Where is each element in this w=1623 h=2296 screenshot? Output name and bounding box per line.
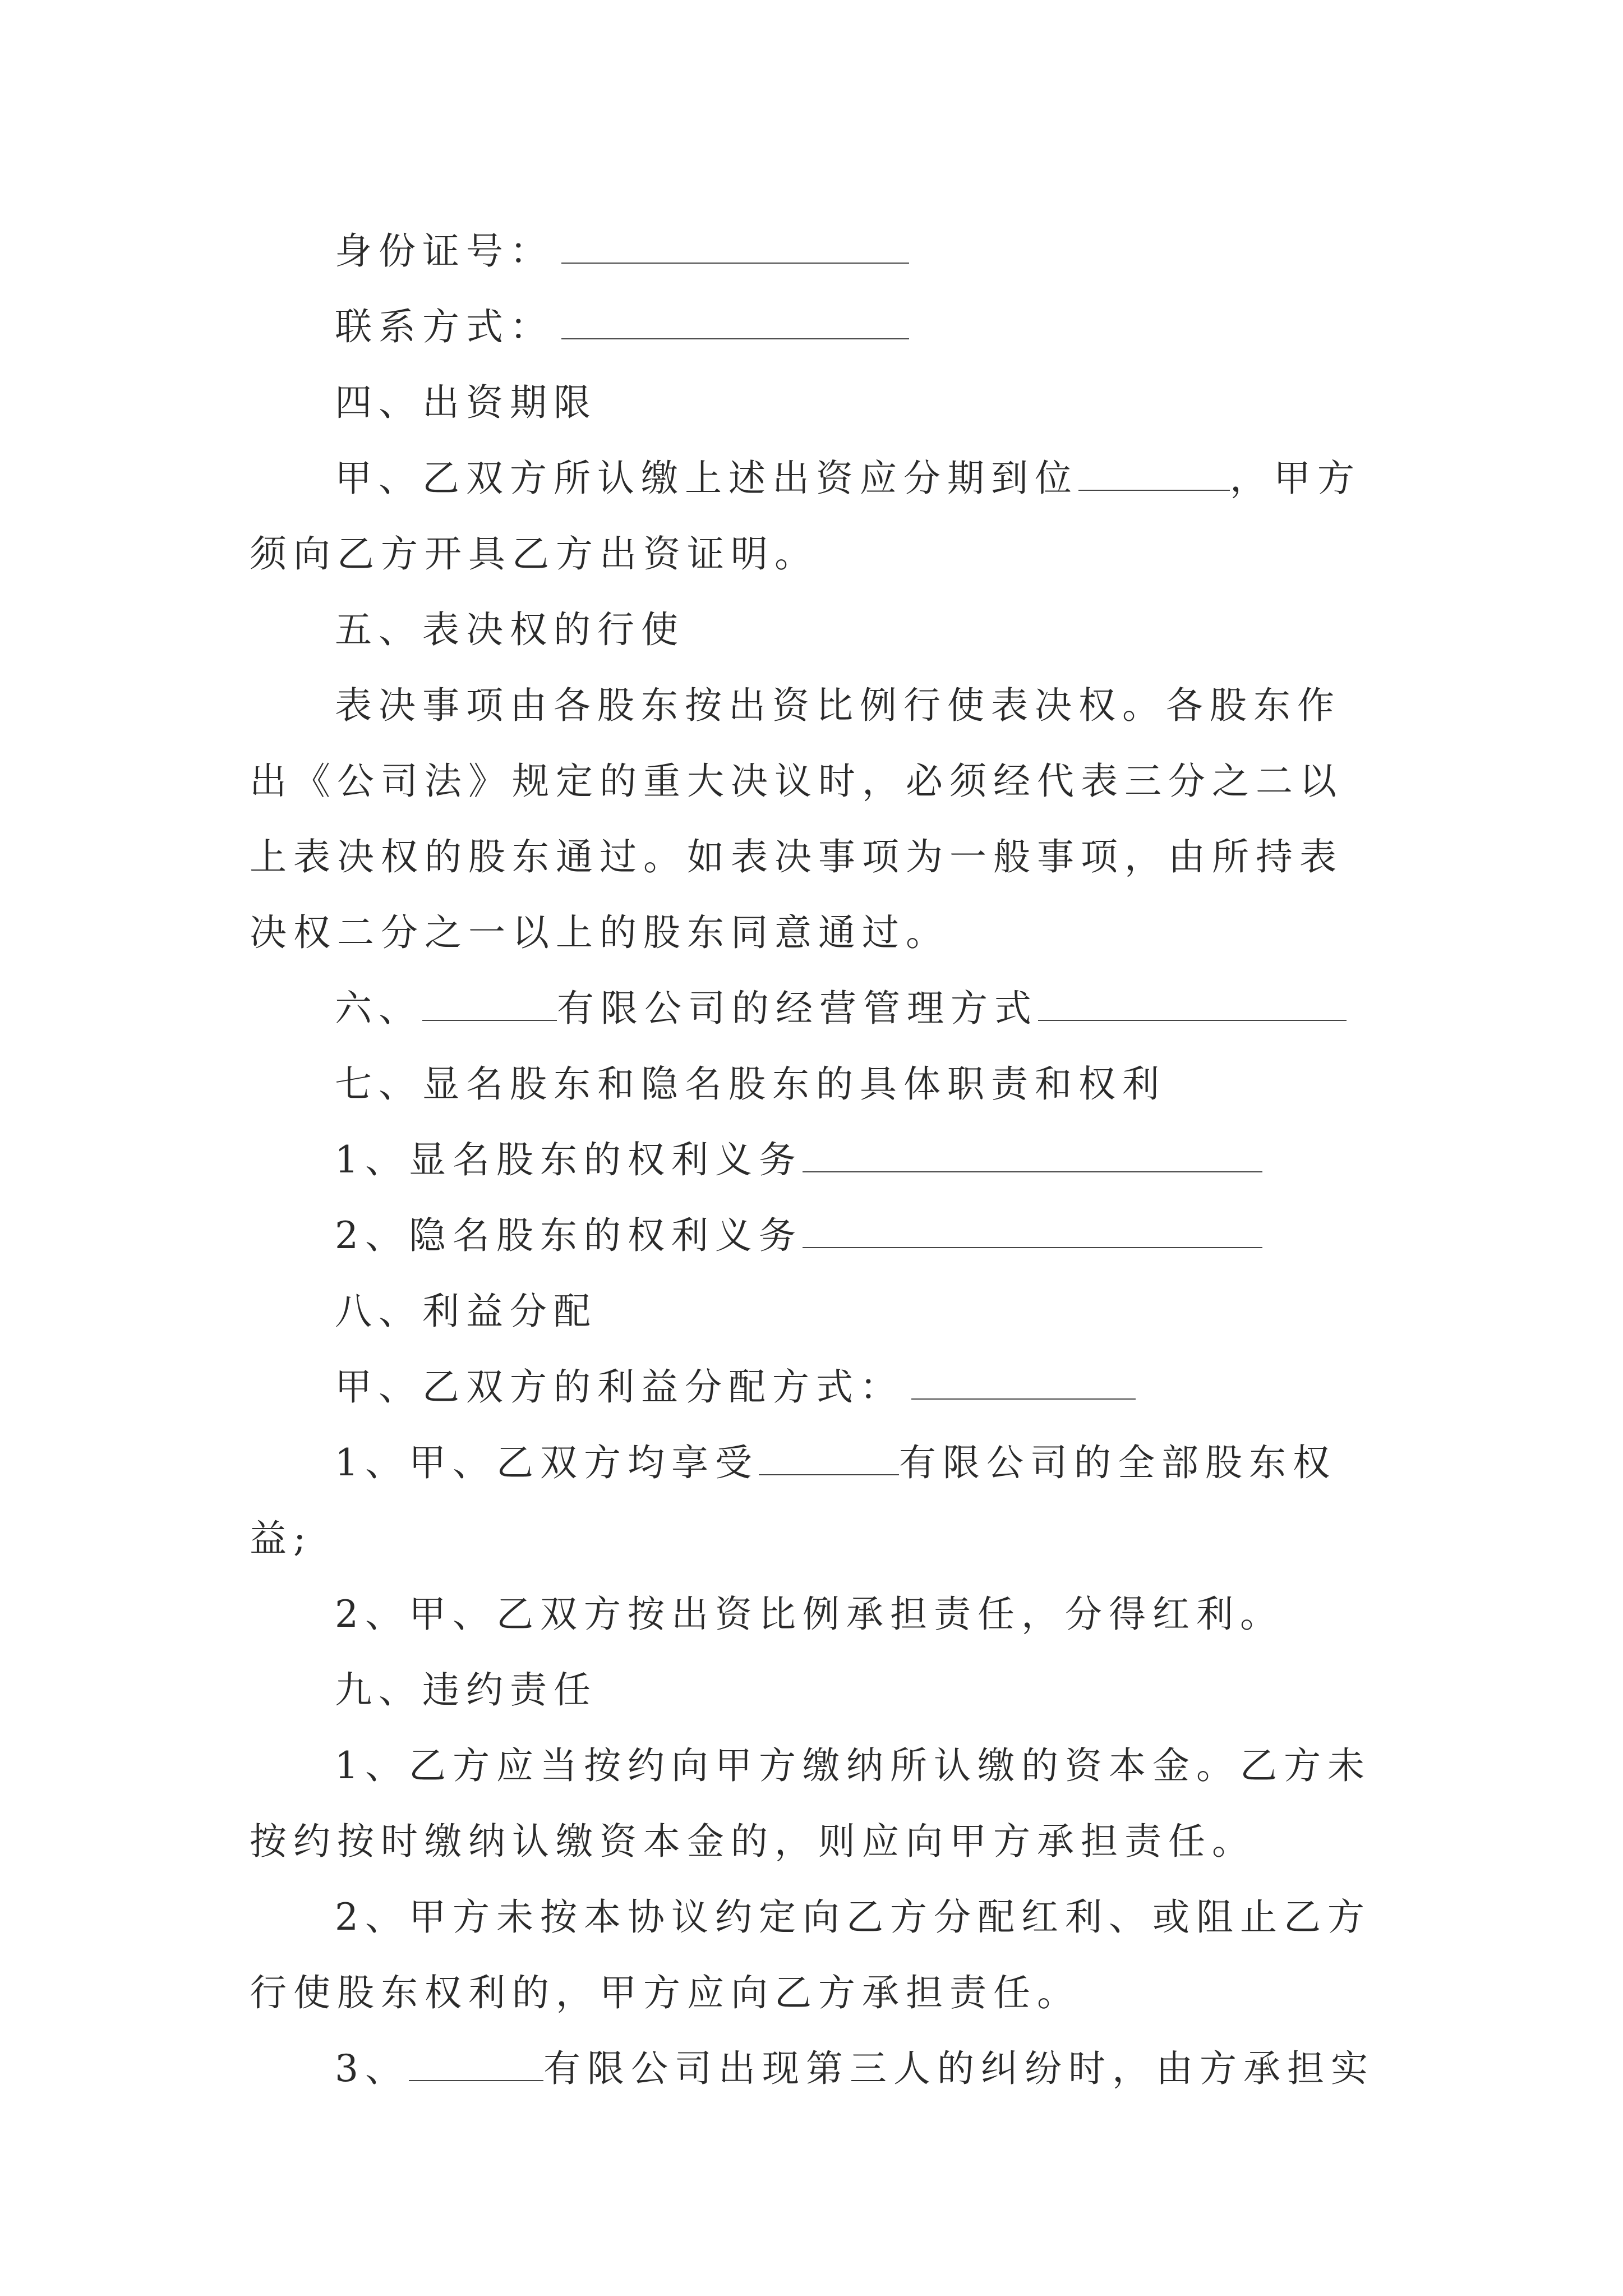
document-body <box>250 213 1382 2106</box>
section-8-body-label: 甲、乙双方的利益分配方式： <box>335 1365 903 1409</box>
section-7-item-2-label: 2、隐名股东的权利义务 <box>335 1214 803 1257</box>
section-6-method-blank <box>1038 991 1347 1021</box>
section-5-title: 五、表决权的行使 <box>335 608 685 651</box>
contact-line <box>250 289 1382 365</box>
section-9-title: 九、违约责任 <box>335 1668 597 1711</box>
section-7-item-2-blank <box>803 1218 1262 1248</box>
section-9-item-3-blank <box>409 2051 543 2081</box>
section-6-part-a: 六、 <box>335 987 422 1030</box>
section-8-item-1-part-b: 有限公司的全部股东权益; <box>250 1441 1336 1560</box>
id-number-line <box>250 213 1382 289</box>
section-8-blank <box>911 1369 1136 1400</box>
section-8-item-1-blank <box>759 1445 899 1475</box>
section-9-item-3 <box>250 2031 1382 2106</box>
section-7-item-1 <box>250 1122 1382 1198</box>
section-6-line <box>250 970 1382 1046</box>
section-7-item-1-blank <box>803 1142 1262 1172</box>
section-6-part-b: 有限公司的经营管理方式 <box>557 987 1038 1030</box>
section-8-item-1-part-a: 1、甲、乙双方均享受 <box>335 1441 759 1484</box>
section-8-item-1 <box>250 1425 1382 1576</box>
section-9-item-1: 1、乙方应当按约向甲方缴纳所认缴的资本金。乙方未按约按时缴纳认缴资本金的，则应向甲方承担责任。 <box>250 1744 1371 1863</box>
section-4-body-part-b: ，甲方须向乙方开具乙方出资证明。 <box>250 457 1361 576</box>
section-9-item-3-part-b: 有限公司出现第三人的纠纷时，由方承担实 <box>543 2047 1375 2090</box>
contact-label: 联系方式： <box>335 305 554 348</box>
section-4-body <box>250 440 1382 592</box>
section-8-item-2: 2、甲、乙双方按出资比例承担责任，分得红利。 <box>335 1593 1284 1636</box>
section-4-blank <box>1078 461 1230 491</box>
section-6-company-blank <box>422 991 557 1021</box>
section-9-item-2: 2、甲方未按本协议约定向乙方分配红利、或阻止乙方行使股东权利的，甲方应向乙方承担责任。 <box>250 1895 1371 2014</box>
id-number-blank <box>561 233 909 264</box>
section-8-title: 八、利益分配 <box>335 1290 597 1333</box>
section-7-title: 七、显名股东和隐名股东的具体职责和权利 <box>335 1062 1166 1106</box>
section-7-item-1-label: 1、显名股东的权利义务 <box>335 1138 803 1181</box>
contact-blank <box>561 309 909 339</box>
section-9-item-3-part-a: 3、 <box>335 2047 409 2090</box>
id-number-label: 身份证号： <box>335 229 554 273</box>
section-4-title: 四、出资期限 <box>335 381 597 424</box>
section-5-body: 表决事项由各股东按出资比例行使表决权。各股东作出《公司法》规定的重大决议时，必须经代表三分之二以上表决权的股东通过。如表决事项为一般事项，由所持表决权二分之一以上的股东同意通过。 <box>250 684 1343 954</box>
section-4-body-part-a: 甲、乙双方所认缴上述出资应分期到位 <box>335 457 1078 500</box>
section-8-body <box>250 1349 1382 1425</box>
section-7-item-2 <box>250 1198 1382 1273</box>
